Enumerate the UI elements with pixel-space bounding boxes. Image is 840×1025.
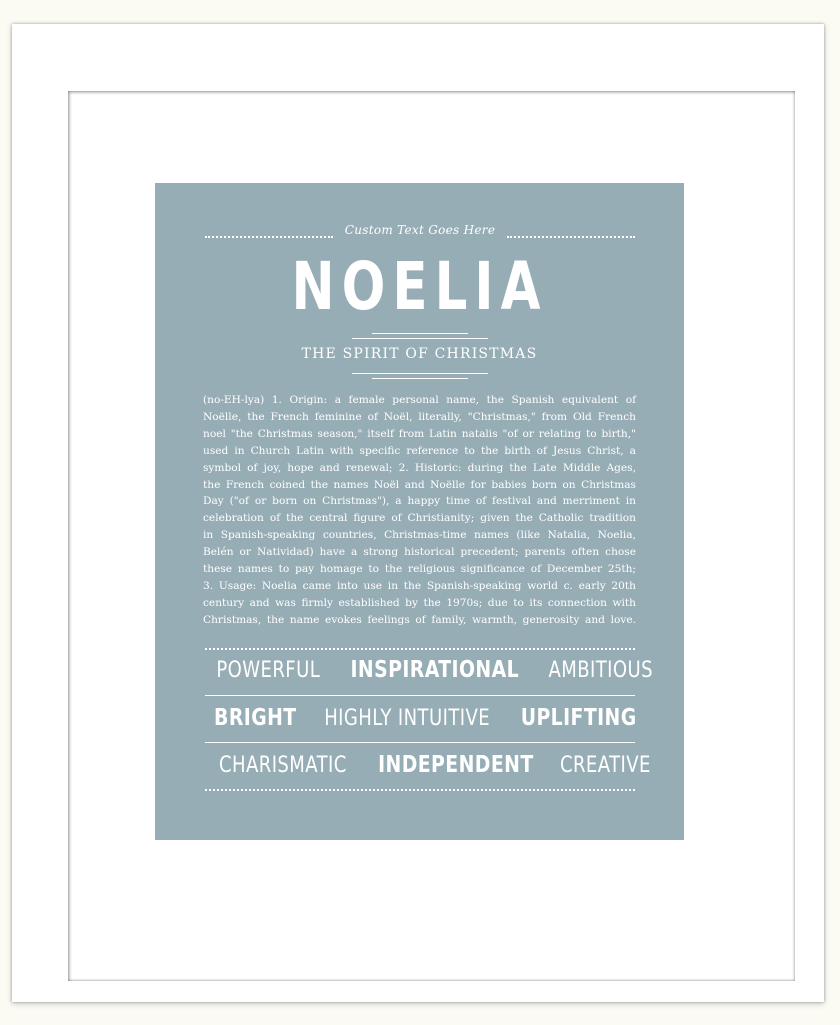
rule-line <box>352 373 488 374</box>
definition-line: used in Church Latin with specific reference to the birth of Jesus Christ, a <box>203 444 636 457</box>
definition-line: in Spanish-speaking countries, Christmas-time names (like Natalia, Noelia, <box>203 529 636 542</box>
trait-word: CHARISMATIC <box>219 753 347 778</box>
definition-line: Day ("of or born on Christmas"), a happy time of festival and merriment in <box>203 495 636 508</box>
trait-word: UPLIFTING <box>520 705 637 731</box>
custom-tagline: Custom Text Goes Here <box>344 223 496 237</box>
definition-line: celebration of the central figure of Christianity; given the Catholic tradition <box>203 512 636 525</box>
dotted-divider-right <box>507 236 635 238</box>
trait-separator <box>205 742 635 743</box>
rule-line <box>352 338 488 339</box>
trait-word: AMBITIOUS <box>548 658 654 683</box>
definition-line: Christmas, the name evokes feelings of family, warmth, generosity and love. <box>203 613 636 626</box>
dotted-divider-left <box>205 236 333 238</box>
trait-word: CREATIVE <box>560 753 652 778</box>
name-print-panel <box>155 183 684 840</box>
trait-word: BRIGHT <box>214 705 297 731</box>
trait-word: HIGHLY INTUITIVE <box>323 706 490 731</box>
tagline-row <box>205 221 635 243</box>
definition-line: century and was firmly established by the 1970s; due to its connection with <box>203 596 636 609</box>
definition-line: the French coined the names Noël and Noëlle for babies born on Christmas <box>203 478 636 491</box>
dotted-divider-traits-bottom <box>205 789 635 791</box>
name-definition <box>203 392 636 629</box>
trait-word: INSPIRATIONAL <box>350 657 519 683</box>
dotted-divider-traits-top <box>205 648 635 650</box>
trait-word: INDEPENDENT <box>377 752 534 778</box>
definition-line: 3. Usage: Noelia came into use in the Spanish-speaking world c. early 20th <box>203 579 636 592</box>
definition-line: these names to pay homage to the religious significance of December 25th; <box>203 563 636 576</box>
name-title: NOELIA <box>291 248 548 325</box>
rule-line <box>372 378 468 379</box>
definition-line: (no-EH-lya) 1. Origin: a female personal name, the Spanish equivalent of <box>203 394 636 406</box>
trait-row-1 <box>205 657 654 691</box>
trait-row-2 <box>205 705 635 739</box>
definition-line: Noëlle, the French feminine of Noël, literally, "Christmas," from Old French <box>203 410 636 423</box>
definition-line: noel "the Christmas season," itself from Latin natalis "of or relating to birth," <box>203 427 636 440</box>
definition-line: symbol of joy, hope and renewal; 2. Historic: during the Late Middle Ages, <box>203 461 636 474</box>
rule-line <box>372 333 468 334</box>
trait-separator <box>205 695 635 696</box>
definition-line: Belén or Natividad) have a strong historical precedent; parents often chose <box>203 546 636 559</box>
name-meaning: THE SPIRIT OF CHRISTMAS <box>301 346 538 362</box>
trait-word: POWERFUL <box>216 658 321 683</box>
trait-row-3 <box>205 752 652 786</box>
